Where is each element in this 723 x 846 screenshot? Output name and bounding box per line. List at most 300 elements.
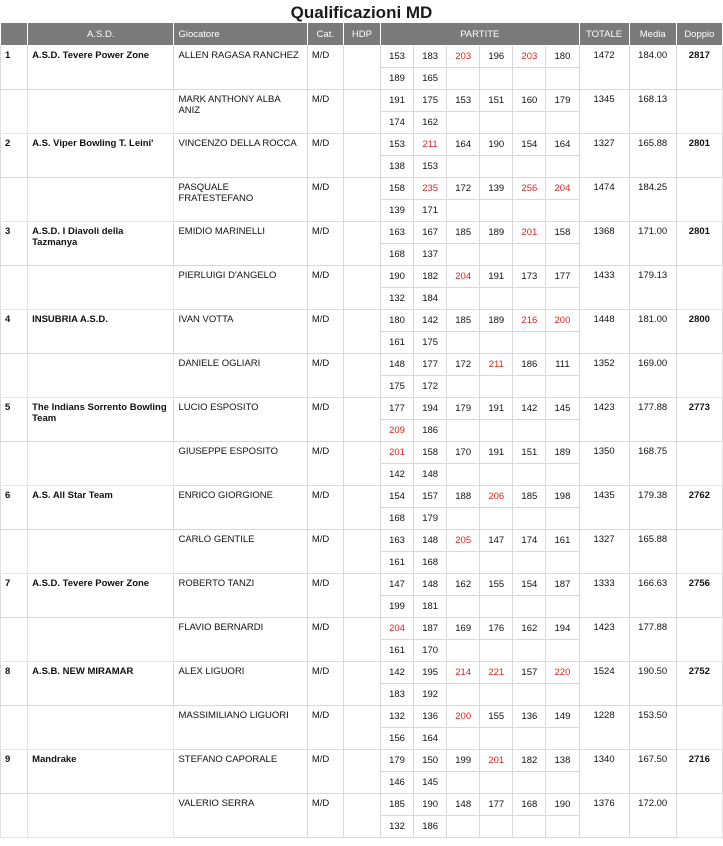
team-name xyxy=(28,618,174,662)
game-score: 211 xyxy=(414,134,447,156)
table-row xyxy=(1,222,723,244)
hdp-cell xyxy=(343,530,380,574)
total-cell: 1345 xyxy=(579,90,629,134)
game-score: 169 xyxy=(447,618,480,640)
game-score: 151 xyxy=(480,90,513,112)
category-cell: M/D xyxy=(307,222,343,266)
header-rank xyxy=(1,23,28,46)
game-score: 196 xyxy=(480,46,513,68)
game-score-empty xyxy=(480,376,513,398)
player-name: VINCENZO DELLA ROCCA xyxy=(174,134,307,178)
team-name xyxy=(28,178,174,222)
doppio-cell: 2756 xyxy=(676,574,722,618)
game-score-empty xyxy=(513,244,546,266)
game-score: 191 xyxy=(381,90,414,112)
game-score: 163 xyxy=(381,222,414,244)
game-score: 190 xyxy=(480,134,513,156)
game-score: 148 xyxy=(447,794,480,816)
media-cell: 177.88 xyxy=(629,398,676,442)
rank-cell xyxy=(1,706,28,750)
hdp-cell xyxy=(343,750,380,794)
total-cell: 1340 xyxy=(579,750,629,794)
game-score: 164 xyxy=(546,134,579,156)
game-score-empty xyxy=(480,244,513,266)
game-score: 185 xyxy=(381,794,414,816)
game-score-empty xyxy=(480,772,513,794)
game-score: 201 xyxy=(513,222,546,244)
game-score: 256 xyxy=(513,178,546,200)
game-score-empty xyxy=(513,68,546,90)
game-score: 168 xyxy=(513,794,546,816)
table-row xyxy=(1,706,723,728)
game-score: 182 xyxy=(513,750,546,772)
table-row xyxy=(1,354,723,376)
game-score: 185 xyxy=(513,486,546,508)
game-score: 174 xyxy=(381,112,414,134)
table-row xyxy=(1,266,723,288)
player-name: ALEX LIGUORI xyxy=(174,662,307,706)
team-name xyxy=(28,530,174,574)
game-score: 199 xyxy=(447,750,480,772)
game-score-empty xyxy=(546,156,579,178)
doppio-cell: 2817 xyxy=(676,46,722,90)
game-score: 190 xyxy=(414,794,447,816)
table-row xyxy=(1,750,723,772)
player-name: GIUSEPPE ESPOSITO xyxy=(174,442,307,486)
game-score-empty xyxy=(546,112,579,134)
game-score: 189 xyxy=(480,222,513,244)
category-cell: M/D xyxy=(307,662,343,706)
doppio-cell: 2716 xyxy=(676,750,722,794)
game-score: 177 xyxy=(414,354,447,376)
doppio-cell xyxy=(676,618,722,662)
team-name: Mandrake xyxy=(28,750,174,794)
total-cell: 1228 xyxy=(579,706,629,750)
media-cell: 179.13 xyxy=(629,266,676,310)
game-score: 187 xyxy=(546,574,579,596)
game-score-empty xyxy=(546,728,579,750)
game-score: 190 xyxy=(546,794,579,816)
game-score: 132 xyxy=(381,288,414,310)
header-giocatore: Giocatore xyxy=(174,23,307,46)
game-score: 145 xyxy=(546,398,579,420)
team-name xyxy=(28,266,174,310)
game-score: 136 xyxy=(513,706,546,728)
hdp-cell xyxy=(343,618,380,662)
game-score: 162 xyxy=(414,112,447,134)
game-score: 190 xyxy=(381,266,414,288)
rank-cell xyxy=(1,530,28,574)
table-row xyxy=(1,574,723,596)
category-cell: M/D xyxy=(307,574,343,618)
game-score: 142 xyxy=(381,662,414,684)
header-hdp: HDP xyxy=(343,23,380,46)
game-score-empty xyxy=(480,332,513,354)
game-score-empty xyxy=(480,552,513,574)
rank-cell xyxy=(1,178,28,222)
game-score: 164 xyxy=(414,728,447,750)
game-score-empty xyxy=(513,640,546,662)
category-cell: M/D xyxy=(307,530,343,574)
team-name: The Indians Sorrento Bowling Team xyxy=(28,398,174,442)
game-score: 179 xyxy=(381,750,414,772)
rank-cell: 8 xyxy=(1,662,28,706)
game-score: 161 xyxy=(381,552,414,574)
game-score: 168 xyxy=(381,244,414,266)
team-name: A.S.D. I Diavoli della Tazmanya xyxy=(28,222,174,266)
table-row xyxy=(1,46,723,68)
game-score: 188 xyxy=(447,486,480,508)
game-score-empty xyxy=(513,420,546,442)
category-cell: M/D xyxy=(307,618,343,662)
hdp-cell xyxy=(343,310,380,354)
hdp-cell xyxy=(343,574,380,618)
game-score: 148 xyxy=(414,530,447,552)
category-cell: M/D xyxy=(307,794,343,838)
doppio-cell xyxy=(676,178,722,222)
game-score: 194 xyxy=(546,618,579,640)
hdp-cell xyxy=(343,90,380,134)
game-score-empty xyxy=(480,508,513,530)
game-score-empty xyxy=(447,684,480,706)
game-score-empty xyxy=(447,244,480,266)
game-score-empty xyxy=(546,68,579,90)
total-cell: 1333 xyxy=(579,574,629,618)
category-cell: M/D xyxy=(307,310,343,354)
game-score: 136 xyxy=(414,706,447,728)
game-score: 153 xyxy=(381,46,414,68)
game-score-empty xyxy=(546,244,579,266)
game-score: 156 xyxy=(381,728,414,750)
game-score: 216 xyxy=(513,310,546,332)
game-score: 175 xyxy=(414,90,447,112)
game-score-empty xyxy=(546,640,579,662)
game-score: 145 xyxy=(414,772,447,794)
game-score-empty xyxy=(447,640,480,662)
game-score: 139 xyxy=(480,178,513,200)
game-score: 179 xyxy=(414,508,447,530)
rank-cell xyxy=(1,354,28,398)
table-row xyxy=(1,398,723,420)
game-score: 183 xyxy=(414,46,447,68)
game-score-empty xyxy=(480,420,513,442)
game-score: 189 xyxy=(480,310,513,332)
player-name: LUCIO ESPOSITO xyxy=(174,398,307,442)
game-score: 192 xyxy=(414,684,447,706)
rank-cell: 2 xyxy=(1,134,28,178)
game-score-empty xyxy=(447,464,480,486)
team-name xyxy=(28,706,174,750)
game-score-empty xyxy=(480,684,513,706)
rank-cell: 7 xyxy=(1,574,28,618)
table-row xyxy=(1,178,723,200)
game-score-empty xyxy=(546,332,579,354)
doppio-cell xyxy=(676,90,722,134)
game-score: 148 xyxy=(414,464,447,486)
doppio-cell xyxy=(676,442,722,486)
game-score: 132 xyxy=(381,816,414,838)
game-score: 153 xyxy=(447,90,480,112)
category-cell: M/D xyxy=(307,750,343,794)
game-score: 162 xyxy=(513,618,546,640)
header-totale: TOTALE xyxy=(579,23,629,46)
total-cell: 1327 xyxy=(579,134,629,178)
game-score-empty xyxy=(480,464,513,486)
game-score-empty xyxy=(480,288,513,310)
total-cell: 1327 xyxy=(579,530,629,574)
game-score: 132 xyxy=(381,706,414,728)
game-score-empty xyxy=(480,816,513,838)
game-score: 194 xyxy=(414,398,447,420)
game-score: 176 xyxy=(480,618,513,640)
hdp-cell xyxy=(343,46,380,90)
rank-cell: 1 xyxy=(1,46,28,90)
game-score: 171 xyxy=(414,200,447,222)
game-score: 179 xyxy=(447,398,480,420)
game-score: 183 xyxy=(381,684,414,706)
game-score: 153 xyxy=(414,156,447,178)
team-name xyxy=(28,90,174,134)
game-score: 185 xyxy=(447,222,480,244)
game-score: 158 xyxy=(414,442,447,464)
game-score: 165 xyxy=(414,68,447,90)
total-cell: 1474 xyxy=(579,178,629,222)
game-score-empty xyxy=(513,288,546,310)
game-score: 150 xyxy=(414,750,447,772)
game-score: 200 xyxy=(447,706,480,728)
table-row xyxy=(1,442,723,464)
game-score: 221 xyxy=(480,662,513,684)
category-cell: M/D xyxy=(307,398,343,442)
game-score-empty xyxy=(447,200,480,222)
header-doppio: Doppio xyxy=(676,23,722,46)
hdp-cell xyxy=(343,354,380,398)
game-score: 154 xyxy=(381,486,414,508)
player-name: DANIELE OGLIARI xyxy=(174,354,307,398)
game-score-empty xyxy=(447,552,480,574)
game-score-empty xyxy=(513,332,546,354)
game-score-empty xyxy=(480,596,513,618)
game-score: 201 xyxy=(381,442,414,464)
hdp-cell xyxy=(343,706,380,750)
rank-cell xyxy=(1,618,28,662)
game-score-empty xyxy=(447,508,480,530)
game-score-empty xyxy=(546,288,579,310)
media-cell: 169.00 xyxy=(629,354,676,398)
game-score-empty xyxy=(513,508,546,530)
doppio-cell: 2752 xyxy=(676,662,722,706)
category-cell: M/D xyxy=(307,486,343,530)
game-score: 180 xyxy=(546,46,579,68)
rank-cell: 5 xyxy=(1,398,28,442)
game-score: 138 xyxy=(546,750,579,772)
doppio-cell: 2762 xyxy=(676,486,722,530)
game-score: 151 xyxy=(513,442,546,464)
game-score: 191 xyxy=(480,442,513,464)
game-score: 173 xyxy=(513,266,546,288)
game-score: 179 xyxy=(546,90,579,112)
player-name: MASSIMILIANO LIGUORI xyxy=(174,706,307,750)
category-cell: M/D xyxy=(307,178,343,222)
game-score-empty xyxy=(447,68,480,90)
game-score-empty xyxy=(513,816,546,838)
rank-cell: 3 xyxy=(1,222,28,266)
player-name: PIERLUIGI D'ANGELO xyxy=(174,266,307,310)
hdp-cell xyxy=(343,794,380,838)
table-row xyxy=(1,486,723,508)
doppio-cell xyxy=(676,530,722,574)
header-media: Media xyxy=(629,23,676,46)
game-score: 111 xyxy=(546,354,579,376)
game-score: 155 xyxy=(480,706,513,728)
game-score: 172 xyxy=(414,376,447,398)
table-row xyxy=(1,530,723,552)
game-score-empty xyxy=(447,112,480,134)
player-name: EMIDIO MARINELLI xyxy=(174,222,307,266)
category-cell: M/D xyxy=(307,46,343,90)
table-body xyxy=(1,46,723,838)
player-name: MARK ANTHONY ALBA ANIZ xyxy=(174,90,307,134)
game-score: 142 xyxy=(513,398,546,420)
game-score: 191 xyxy=(480,266,513,288)
game-score: 157 xyxy=(513,662,546,684)
total-cell: 1524 xyxy=(579,662,629,706)
doppio-cell xyxy=(676,266,722,310)
game-score: 168 xyxy=(414,552,447,574)
game-score-empty xyxy=(447,772,480,794)
total-cell: 1423 xyxy=(579,398,629,442)
game-score: 199 xyxy=(381,596,414,618)
player-name: VALERIO SERRA xyxy=(174,794,307,838)
game-score: 177 xyxy=(381,398,414,420)
team-name xyxy=(28,794,174,838)
game-score: 142 xyxy=(381,464,414,486)
game-score: 162 xyxy=(447,574,480,596)
game-score-empty xyxy=(513,772,546,794)
results-table xyxy=(0,22,723,838)
game-score-empty xyxy=(447,156,480,178)
player-name: CARLO GENTILE xyxy=(174,530,307,574)
team-name: A.S.D. Tevere Power Zone xyxy=(28,574,174,618)
game-score: 195 xyxy=(414,662,447,684)
team-name xyxy=(28,354,174,398)
game-score: 160 xyxy=(513,90,546,112)
page-title: Qualificazioni MD xyxy=(290,3,433,22)
game-score: 191 xyxy=(480,398,513,420)
category-cell: M/D xyxy=(307,134,343,178)
game-score-empty xyxy=(546,376,579,398)
rank-cell xyxy=(1,266,28,310)
player-name: ROBERTO TANZI xyxy=(174,574,307,618)
game-score: 182 xyxy=(414,266,447,288)
game-score: 198 xyxy=(546,486,579,508)
game-score: 185 xyxy=(447,310,480,332)
player-name: PASQUALE FRATESTEFANO xyxy=(174,178,307,222)
game-score-empty xyxy=(447,596,480,618)
game-score: 149 xyxy=(546,706,579,728)
game-score-empty xyxy=(546,200,579,222)
total-cell: 1448 xyxy=(579,310,629,354)
table-row xyxy=(1,794,723,816)
game-score: 175 xyxy=(414,332,447,354)
total-cell: 1433 xyxy=(579,266,629,310)
media-cell: 179.38 xyxy=(629,486,676,530)
game-score: 204 xyxy=(381,618,414,640)
game-score: 163 xyxy=(381,530,414,552)
player-name: IVAN VOTTA xyxy=(174,310,307,354)
game-score: 177 xyxy=(546,266,579,288)
game-score: 154 xyxy=(513,134,546,156)
game-score: 147 xyxy=(381,574,414,596)
player-name: FLAVIO BERNARDI xyxy=(174,618,307,662)
team-name: A.S.D. Tevere Power Zone xyxy=(28,46,174,90)
media-cell: 168.75 xyxy=(629,442,676,486)
game-score: 214 xyxy=(447,662,480,684)
game-score: 139 xyxy=(381,200,414,222)
category-cell: M/D xyxy=(307,706,343,750)
game-score-empty xyxy=(546,684,579,706)
game-score: 170 xyxy=(447,442,480,464)
game-score-empty xyxy=(480,728,513,750)
category-cell: M/D xyxy=(307,442,343,486)
game-score-empty xyxy=(480,200,513,222)
category-cell: M/D xyxy=(307,266,343,310)
game-score: 177 xyxy=(480,794,513,816)
game-score-empty xyxy=(480,640,513,662)
game-score: 201 xyxy=(480,750,513,772)
team-name: A.S.B. NEW MIRAMAR xyxy=(28,662,174,706)
game-score: 148 xyxy=(381,354,414,376)
hdp-cell xyxy=(343,222,380,266)
hdp-cell xyxy=(343,134,380,178)
doppio-cell: 2801 xyxy=(676,134,722,178)
media-cell: 190.50 xyxy=(629,662,676,706)
game-score: 158 xyxy=(381,178,414,200)
game-score: 206 xyxy=(480,486,513,508)
game-score-empty xyxy=(546,420,579,442)
doppio-cell xyxy=(676,794,722,838)
game-score: 147 xyxy=(480,530,513,552)
game-score: 235 xyxy=(414,178,447,200)
media-cell: 172.00 xyxy=(629,794,676,838)
total-cell: 1376 xyxy=(579,794,629,838)
game-score-empty xyxy=(447,728,480,750)
table-row xyxy=(1,310,723,332)
game-score: 181 xyxy=(414,596,447,618)
game-score: 204 xyxy=(447,266,480,288)
game-score: 175 xyxy=(381,376,414,398)
media-cell: 171.00 xyxy=(629,222,676,266)
category-cell: M/D xyxy=(307,90,343,134)
game-score: 146 xyxy=(381,772,414,794)
game-score-empty xyxy=(546,508,579,530)
category-cell: M/D xyxy=(307,354,343,398)
game-score: 168 xyxy=(381,508,414,530)
game-score: 142 xyxy=(414,310,447,332)
table-row xyxy=(1,90,723,112)
hdp-cell xyxy=(343,486,380,530)
game-score-empty xyxy=(513,596,546,618)
media-cell: 165.88 xyxy=(629,530,676,574)
game-score: 158 xyxy=(546,222,579,244)
game-score: 220 xyxy=(546,662,579,684)
game-score: 138 xyxy=(381,156,414,178)
rank-cell xyxy=(1,794,28,838)
game-score: 186 xyxy=(513,354,546,376)
game-score-empty xyxy=(546,596,579,618)
game-score: 186 xyxy=(414,420,447,442)
hdp-cell xyxy=(343,178,380,222)
